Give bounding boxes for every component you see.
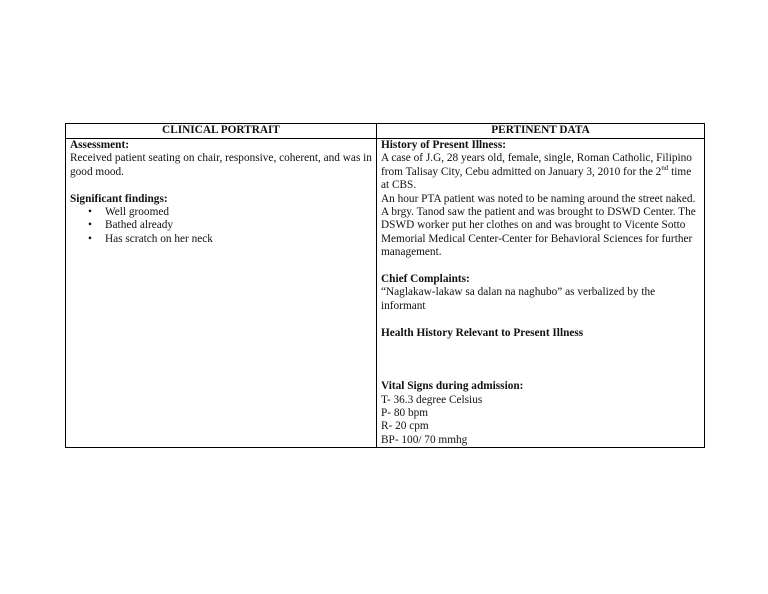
header-clinical-portrait: CLINICAL PORTRAIT [66,124,377,139]
header-pertinent-data: PERTINENT DATA [377,124,705,139]
health-history-heading: Health History Relevant to Present Illness [381,326,584,339]
history-text-b: time at CBS. [381,165,692,192]
complaints-heading: Chief Complaints: [381,273,470,286]
history-paragraph-2: An hour PTA patient was noted to be naming around the street naked. A brgy. Tanod saw the patient and was brought to DSWD Center. The DSWD worker put her clothes on and was brought to Vicente Sotto Memorial Medical Center-Center for Behavioral Sciences for further management. [381,192,696,259]
vital-temperature: T- 36.3 degree Celsius [381,393,483,406]
ordinal-superscript: nd [661,164,669,173]
clinical-table [65,123,705,448]
clinical-portrait-cell [66,139,377,448]
assessment-heading: Assessment: [70,139,129,151]
table-header-row [66,124,705,139]
vitals-heading: Vital Signs during admission: [381,380,524,393]
list-item: • Bathed already [70,219,372,232]
history-heading: History of Present Illness: [381,139,506,151]
spacer [381,313,700,326]
vital-pulse: P- 80 bpm [381,407,429,420]
complaints-text: “Naglakaw-lakaw sa dalan na naghubo” as verbalized by the informant [381,286,656,312]
findings-heading: Significant findings: [70,192,168,205]
history-paragraph-1 [381,152,700,192]
history-text-a: A case of J.G, 28 years old, female, single, Roman Catholic, Filipino from Talisay City, Cebu admitted on January 3, 2010 for the 2 [381,152,692,178]
vital-respiration: R- 20 cpm [381,420,429,433]
spacer [70,179,372,192]
spacer [381,367,700,380]
pertinent-data-cell [377,139,705,448]
spacer [381,353,700,366]
assessment-text: Received patient seating on chair, responsive, coherent, and was in good mood. [70,152,372,178]
list-item: • Has scratch on her neck [70,233,372,246]
spacer [381,340,700,353]
table-body-row [66,139,705,448]
vital-blood-pressure: BP- 100/ 70 mmhg [381,433,468,446]
findings-list [70,206,372,246]
spacer [381,260,700,273]
list-item: • Well groomed [70,206,372,219]
